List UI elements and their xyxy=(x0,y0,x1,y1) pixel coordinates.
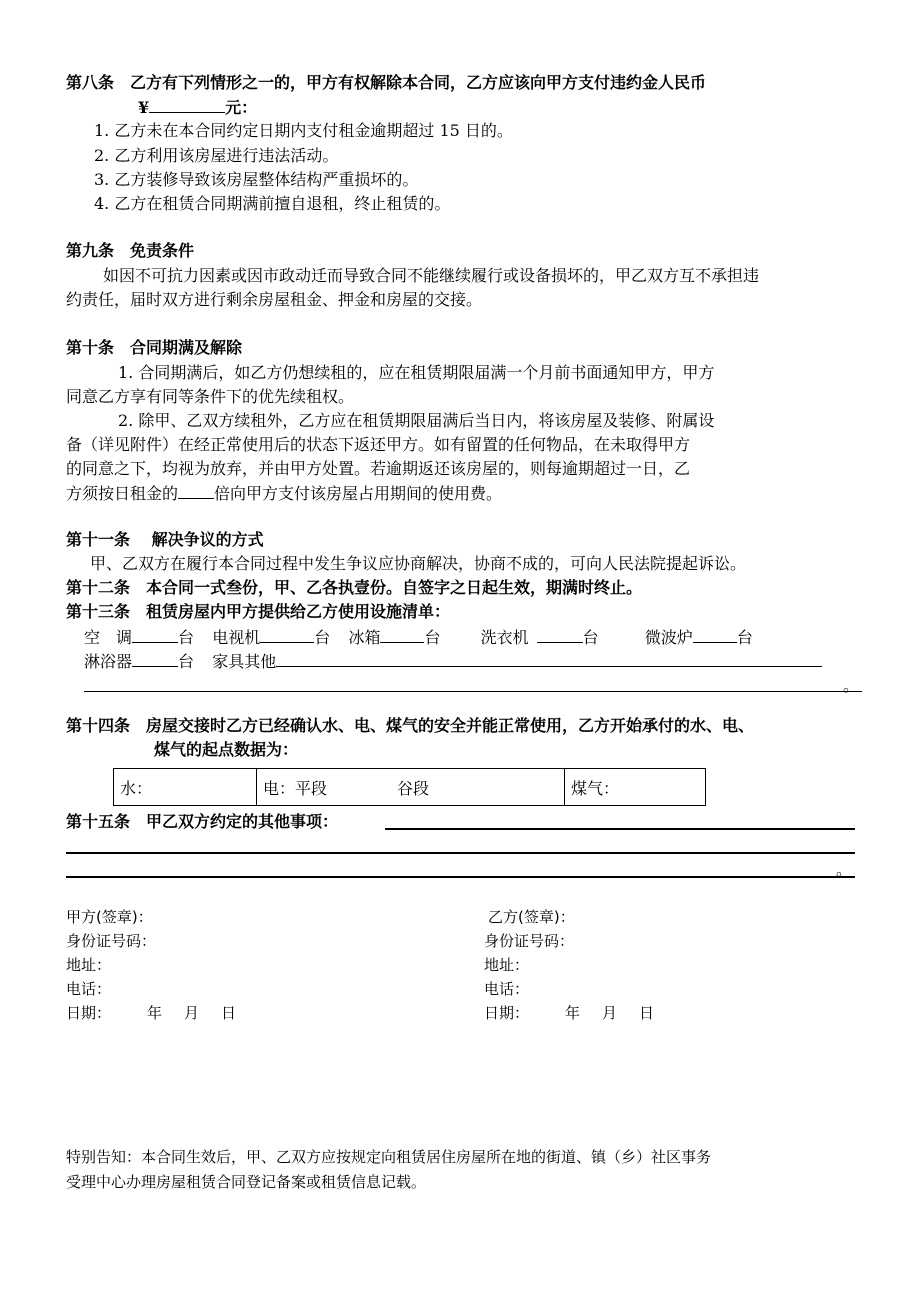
article-11-body: 甲、乙双方在履行本合同过程中发生争议应协商解决，协商不成的，可向人民法院提起诉讼。 xyxy=(90,554,747,573)
article-15-heading: 第十五条 甲乙双方约定的其他事项： xyxy=(66,812,339,831)
ac-count-blank xyxy=(132,626,178,643)
tv-count-blank xyxy=(260,626,314,643)
electricity-flat-label: 电：平段 xyxy=(263,778,328,798)
article-13-end-mark: 。 xyxy=(843,676,860,695)
party-a-address: 地址： xyxy=(66,956,112,974)
fridge-unit: 台 xyxy=(424,628,441,647)
article-8-penalty-line xyxy=(138,96,257,119)
article-8-item-1: 1. 乙方未在本合同约定日期内支付租金逾期超过 15 日的。 xyxy=(94,121,513,140)
party-a-day: 日 xyxy=(221,1004,237,1022)
party-b-year: 年 xyxy=(565,1004,581,1022)
article-14-line-2: 煤气的起点数据为： xyxy=(154,740,299,759)
article-9-line-1: 如因不可抗力因素或因市政动迁而导致合同不能继续履行或设备损坏的，甲乙双方互不承担违 xyxy=(103,266,760,285)
gas-reading-cell xyxy=(565,769,706,806)
party-a-id: 身份证号码： xyxy=(66,932,157,950)
article-9-heading: 第九条 免责条件 xyxy=(66,241,195,260)
article-8-heading: 第八条 乙方有下列情形之一的，甲方有权解除本合同，乙方应该向甲方支付违约金人民币 xyxy=(66,73,707,92)
party-b-date xyxy=(484,1002,654,1024)
article-15-end-mark: 。 xyxy=(836,860,853,879)
article-10-p2-line-4 xyxy=(66,482,502,505)
meter-readings-table xyxy=(113,768,706,806)
article-13-row-2 xyxy=(84,650,822,673)
fridge-count-blank xyxy=(380,626,424,643)
furniture-label: 家具其他 xyxy=(212,652,277,671)
article-11-heading: 第十一条 解决争议的方式 xyxy=(66,530,264,549)
party-b-date-label: 日期： xyxy=(484,1004,530,1022)
heater-label: 淋浴器 xyxy=(84,652,133,671)
article-10-p1-line-1: 1. 合同期满后，如乙方仍想续租的，应在租赁期限届满一个月前书面通知甲方，甲方 xyxy=(118,363,715,382)
special-notice-line-2: 受理中心办理房屋租赁合同登记备案或租赁信息记载。 xyxy=(66,1173,427,1191)
penalty-amount-blank xyxy=(149,96,225,113)
ac-label: 空 调 xyxy=(84,628,133,647)
currency-symbol: ¥ xyxy=(138,98,150,117)
article-15-blank-1 xyxy=(385,828,855,830)
party-b-seal: 乙方(签章)： xyxy=(488,908,575,926)
article-8-item-4: 4. 乙方在租赁合同期满前擅自退租，终止租赁的。 xyxy=(94,194,451,213)
party-b-month: 月 xyxy=(602,1004,618,1022)
furniture-blank xyxy=(276,650,822,667)
ac-unit: 台 xyxy=(178,628,195,647)
washer-label: 洗衣机 xyxy=(480,628,529,647)
party-a-month: 月 xyxy=(184,1004,200,1022)
article-10-p1-line-2: 同意乙方享有同等条件下的优先续租权。 xyxy=(66,387,355,406)
article-10-p2-line-3: 的同意之下，均视为放弃，并由甲方处置。若逾期返还该房屋的，则每逾期超过一日，乙 xyxy=(66,459,691,478)
party-a-date-label: 日期： xyxy=(66,1004,112,1022)
electricity-reading-cell xyxy=(257,769,565,806)
water-reading-cell xyxy=(114,769,257,806)
microwave-unit: 台 xyxy=(736,628,753,647)
party-b-id: 身份证号码： xyxy=(484,932,575,950)
multiplier-blank xyxy=(178,482,214,499)
article-15-blank-2 xyxy=(66,852,855,854)
fridge-label: 冰箱 xyxy=(348,628,381,647)
article-10-heading: 第十条 合同期满及解除 xyxy=(66,338,243,357)
article-10-p2-line-4-start: 方须按日租金的 xyxy=(66,484,179,503)
article-10-p2-line-1: 2. 除甲、乙双方续租外，乙方应在租赁期限届满后当日内，将该房屋及装修、附属设 xyxy=(118,411,715,430)
party-a-date xyxy=(66,1002,236,1024)
article-8-item-3: 3. 乙方装修导致该房屋整体结构严重损坏的。 xyxy=(94,170,419,189)
article-10-p2-line-4-end: 倍向甲方支付该房屋占用期间的使用费。 xyxy=(214,484,503,503)
article-13-row-1 xyxy=(84,626,753,649)
article-12-text: 第十二条 本合同一式叁份，甲、乙各执壹份。自签字之日起生效，期满时终止。 xyxy=(66,578,643,597)
article-14-line-1: 第十四条 房屋交接时乙方已经确认水、电、煤气的安全并能正常使用，乙方开始承付的水、电、 xyxy=(66,716,755,735)
special-notice-line-1: 特别告知：本合同生效后，甲、乙双方应按规定向租赁居住房屋所在地的街道、镇（乡）社区事务 xyxy=(66,1148,712,1166)
washer-unit: 台 xyxy=(582,628,599,647)
penalty-unit: 元： xyxy=(225,98,258,117)
microwave-label: 微波炉 xyxy=(644,628,693,647)
water-label: 水： xyxy=(120,778,153,798)
party-b-phone: 电话： xyxy=(484,980,530,998)
electricity-valley-label: 谷段 xyxy=(397,778,430,798)
gas-label: 煤气： xyxy=(571,778,620,798)
party-b-day: 日 xyxy=(639,1004,655,1022)
washer-count-blank xyxy=(537,626,583,643)
party-a-phone: 电话： xyxy=(66,980,112,998)
tv-label: 电视机 xyxy=(212,628,261,647)
furniture-continuation-line xyxy=(84,691,862,692)
tv-unit: 台 xyxy=(314,628,331,647)
article-10-p2-line-2: 备（详见附件）在经正常使用后的状态下返还甲方。如有留置的任何物品，在未取得甲方 xyxy=(66,435,691,454)
article-13-heading: 第十三条 租赁房屋内甲方提供给乙方使用设施清单： xyxy=(66,602,451,621)
party-a-seal: 甲方(签章)： xyxy=(66,908,153,926)
heater-count-blank xyxy=(132,650,178,667)
heater-unit: 台 xyxy=(178,652,195,671)
article-15-blank-3 xyxy=(66,876,855,878)
party-a-year: 年 xyxy=(147,1004,163,1022)
party-b-address: 地址： xyxy=(484,956,530,974)
microwave-count-blank xyxy=(693,626,737,643)
article-8-item-2: 2. 乙方利用该房屋进行违法活动。 xyxy=(94,146,339,165)
article-9-line-2: 约责任，届时双方进行剩余房屋租金、押金和房屋的交接。 xyxy=(66,290,483,309)
